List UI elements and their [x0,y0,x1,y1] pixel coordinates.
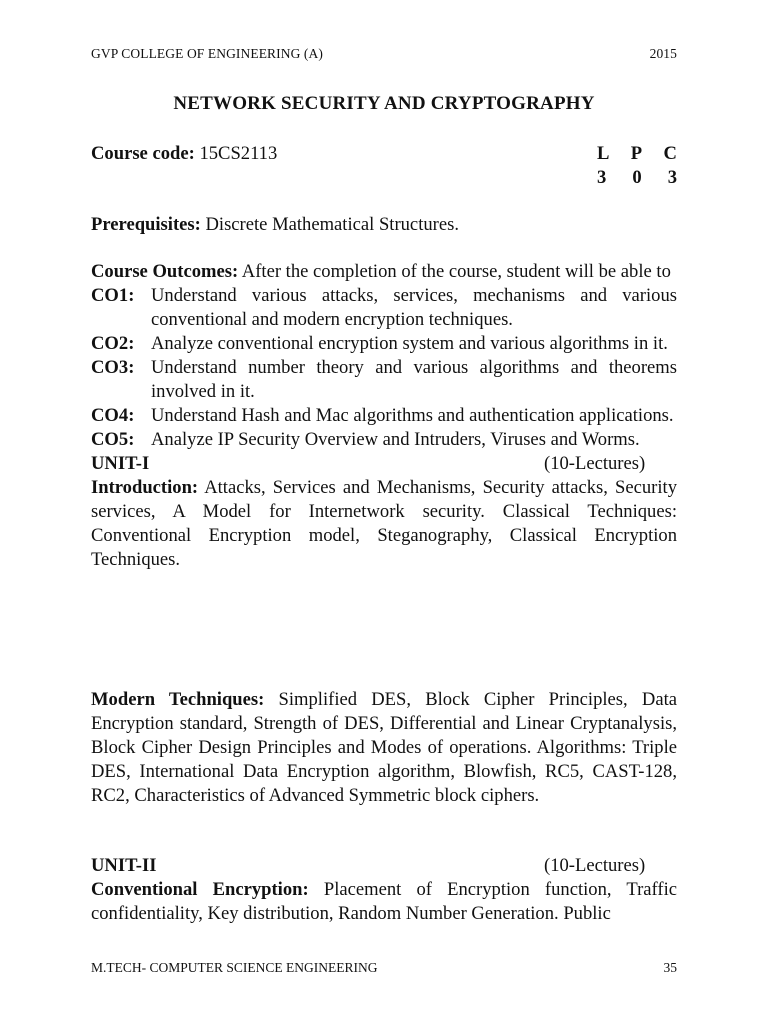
outcome-text: Understand number theory and various algorithms and theorems involved in it. [151,357,677,402]
lpc-header-row [597,142,677,166]
course-code-row [91,142,677,188]
page-footer [91,960,677,976]
unit-1-title: UNIT-I [91,453,150,474]
outcome-text: Understand Hash and Mac algorithms and authentication applications. [151,405,674,426]
unit-1-introduction [91,476,677,572]
header-college: GVP COLLEGE OF ENGINEERING (A) [91,46,323,61]
outcome-text: Understand various attacks, services, mechanisms and various conventional and modern encryption techniques. [151,285,677,330]
lpc-value-row [597,166,677,190]
prerequisites-text: Discrete Mathematical Structures. [200,214,459,235]
lpc-c-value: 3 [667,167,677,188]
outcome-item [91,284,677,332]
outcome-item [91,332,677,356]
outcome-item [91,356,677,404]
outcome-text: Analyze IP Security Overview and Intruders, Viruses and Worms. [151,429,640,450]
outcome-item [91,404,677,428]
outcome-item [91,428,677,452]
course-outcomes-intro-text: After the completion of the course, student will be able to [238,261,671,282]
lpc-table [597,142,677,190]
outcome-label: CO3: [91,357,135,378]
course-code-value: 15CS2113 [194,143,278,164]
unit-2-heading [91,854,677,878]
introduction-text: Attacks, Services and Mechanisms, Security attacks, Security services, A Model for Internetwork security. Classical Techniques: Conventional Encryption model, Steganography, Classical Encryption Techniques. [91,477,677,570]
outcome-label: CO5: [91,429,135,450]
unit-1-modern-techniques [91,688,677,808]
outcome-label: CO4: [91,405,135,426]
unit-2-conventional-encryption [91,878,677,926]
page-title: NETWORK SECURITY AND CRYPTOGRAPHY [173,93,595,114]
footer-page-number: 35 [663,960,677,975]
header-year: 2015 [649,46,677,61]
outcome-label: CO1: [91,285,135,306]
lpc-c-header: C [663,143,677,164]
course-outcomes-section [91,260,677,572]
conventional-encryption-label: Conventional Encryption: [91,879,309,900]
lpc-p-value: 0 [632,167,642,188]
unit-2-lectures: (10-Lectures) [544,855,646,876]
course-outcomes-label: Course Outcomes: [91,261,239,282]
unit-2-title: UNIT-II [91,855,157,876]
outcome-label: CO2: [91,333,135,354]
prerequisites [91,213,677,237]
prerequisites-label: Prerequisites: [91,214,201,235]
conventional-encryption-text: Placement of Encryption function, Traffic confidentiality, Key distribution, Random Number Generation. Public [91,879,677,924]
course-code-label: Course code: [91,143,195,164]
lpc-p-header: P [630,143,643,164]
introduction-label: Introduction: [91,477,199,498]
course-outcomes-intro [91,260,677,284]
footer-program: M.TECH- COMPUTER SCIENCE ENGINEERING [91,960,378,975]
unit-2-section [91,854,677,926]
unit-1-lectures: (10-Lectures) [544,453,646,474]
modern-techniques-label: Modern Techniques: [91,689,265,710]
page-header [91,46,677,62]
lpc-l-header: L [597,143,610,164]
modern-techniques-text: Simplified DES, Block Cipher Principles, Data Encryption standard, Strength of DES, Differential and Linear Cryptanalysis, Block Cipher Design Principles and Modes of operations. Algorithms: Triple DES, International Data Encryption algorithm, Blowfish, RC5, CAST-128, RC2, Characteristics of Advanced Symmetric block ciphers. [91,689,677,806]
outcome-text: Analyze conventional encryption system and various algorithms in it. [151,333,668,354]
unit-1-heading [91,452,677,476]
lpc-l-value: 3 [597,167,607,188]
